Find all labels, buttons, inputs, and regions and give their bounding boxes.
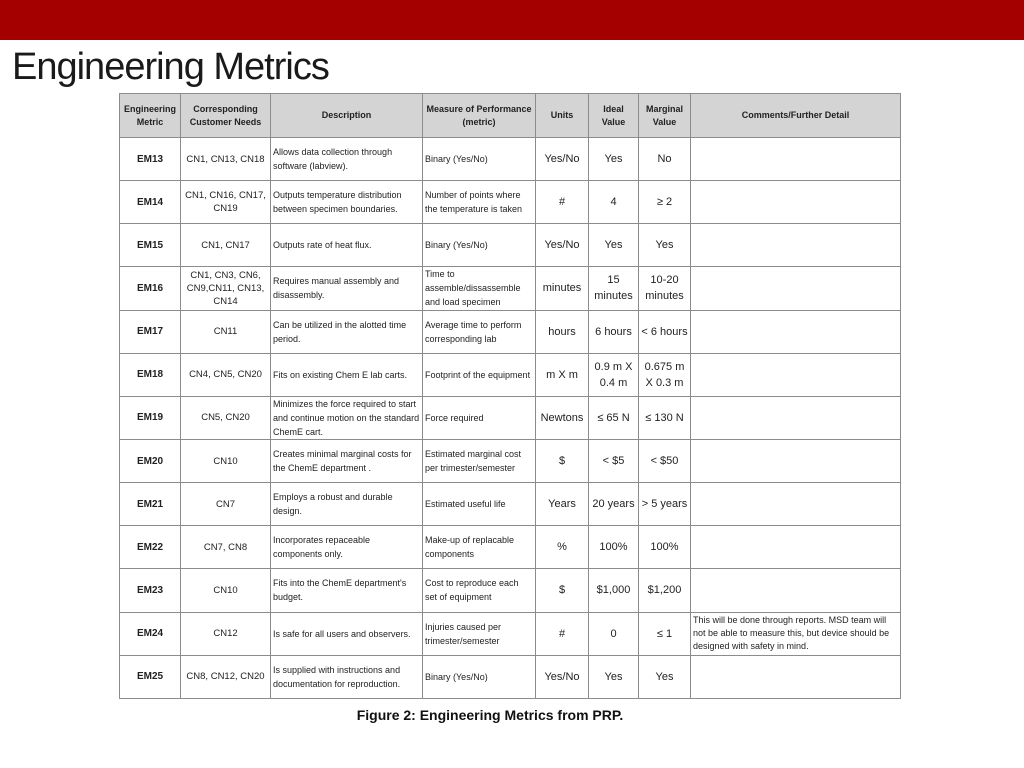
- cell-description: Is supplied with instructions and documentation for reproduction.: [271, 655, 423, 698]
- cell-customer-needs: CN12: [181, 612, 271, 655]
- header-comments: Comments/Further Detail: [691, 94, 901, 138]
- cell-comments: [691, 396, 901, 439]
- figure-caption: Figure 2: Engineering Metrics from PRP.: [356, 707, 624, 723]
- cell-metric: EM17: [120, 310, 181, 353]
- cell-comments: [691, 310, 901, 353]
- header-marginal-value: Marginal Value: [639, 94, 691, 138]
- header-measure-of-performance: Measure of Performance (metric): [423, 94, 536, 138]
- cell-units: m X m: [536, 353, 589, 396]
- header-ideal-value: Ideal Value: [589, 94, 639, 138]
- cell-customer-needs: CN10: [181, 439, 271, 482]
- cell-description: Is safe for all users and observers.: [271, 612, 423, 655]
- cell-comments: [691, 267, 901, 310]
- cell-marginal-value: < 6 hours: [639, 310, 691, 353]
- cell-marginal-value: Yes: [639, 655, 691, 698]
- cell-metric: EM16: [120, 267, 181, 310]
- table-row: [120, 181, 901, 224]
- cell-measure: Average time to perform corresponding lab: [423, 310, 536, 353]
- cell-description: Minimizes the force required to start and continue motion on the standard ChemE cart.: [271, 396, 423, 439]
- cell-comments: [691, 526, 901, 569]
- cell-comments: [691, 569, 901, 612]
- cell-measure: Binary (Yes/No): [423, 224, 536, 267]
- cell-metric: EM19: [120, 396, 181, 439]
- cell-marginal-value: < $50: [639, 439, 691, 482]
- cell-marginal-value: ≤ 1: [639, 612, 691, 655]
- cell-measure: Make-up of replacable components: [423, 526, 536, 569]
- cell-ideal-value: $1,000: [589, 569, 639, 612]
- cell-metric: EM13: [120, 138, 181, 181]
- cell-metric: EM20: [120, 439, 181, 482]
- table-row: [120, 483, 901, 526]
- cell-units: Years: [536, 483, 589, 526]
- cell-comments: [691, 181, 901, 224]
- cell-metric: EM14: [120, 181, 181, 224]
- cell-units: $: [536, 569, 589, 612]
- header-accent-bar: [0, 0, 1024, 40]
- cell-ideal-value: < $5: [589, 439, 639, 482]
- cell-metric: EM15: [120, 224, 181, 267]
- cell-comments: This will be done through reports. MSD team will not be able to measure this, but device should be designed with safety in mind.: [691, 612, 901, 655]
- cell-description: Allows data collection through software (labview).: [271, 138, 423, 181]
- cell-description: Employs a robust and durable design.: [271, 483, 423, 526]
- table-row: [120, 310, 901, 353]
- table-row: [120, 353, 901, 396]
- cell-units: #: [536, 181, 589, 224]
- cell-marginal-value: ≤ 130 N: [639, 396, 691, 439]
- cell-comments: [691, 224, 901, 267]
- cell-customer-needs: CN1, CN16, CN17, CN19: [181, 181, 271, 224]
- cell-metric: EM23: [120, 569, 181, 612]
- cell-measure: Binary (Yes/No): [423, 138, 536, 181]
- cell-marginal-value: 0.675 m X 0.3 m: [639, 353, 691, 396]
- cell-measure: Estimated marginal cost per trimester/semester: [423, 439, 536, 482]
- cell-customer-needs: CN7, CN8: [181, 526, 271, 569]
- cell-ideal-value: ≤ 65 N: [589, 396, 639, 439]
- cell-ideal-value: 0.9 m X 0.4 m: [589, 353, 639, 396]
- cell-units: minutes: [536, 267, 589, 310]
- cell-units: Yes/No: [536, 655, 589, 698]
- cell-description: Requires manual assembly and disassembly.: [271, 267, 423, 310]
- cell-description: Fits into the ChemE department's budget.: [271, 569, 423, 612]
- cell-comments: [691, 138, 901, 181]
- cell-ideal-value: 100%: [589, 526, 639, 569]
- cell-ideal-value: 6 hours: [589, 310, 639, 353]
- cell-customer-needs: CN1, CN3, CN6, CN9,CN11, CN13, CN14: [181, 267, 271, 310]
- cell-units: $: [536, 439, 589, 482]
- cell-metric: EM21: [120, 483, 181, 526]
- cell-customer-needs: CN10: [181, 569, 271, 612]
- cell-marginal-value: 100%: [639, 526, 691, 569]
- cell-units: hours: [536, 310, 589, 353]
- cell-ideal-value: 20 years: [589, 483, 639, 526]
- table-row: [120, 526, 901, 569]
- cell-measure: Estimated useful life: [423, 483, 536, 526]
- cell-customer-needs: CN8, CN12, CN20: [181, 655, 271, 698]
- cell-units: Newtons: [536, 396, 589, 439]
- cell-description: Can be utilized in the alotted time period.: [271, 310, 423, 353]
- table-row: [120, 655, 901, 698]
- cell-metric: EM24: [120, 612, 181, 655]
- cell-ideal-value: 4: [589, 181, 639, 224]
- cell-measure: Number of points where the temperature is taken: [423, 181, 536, 224]
- table-row: [120, 267, 901, 310]
- table-row: [120, 439, 901, 482]
- cell-ideal-value: 0: [589, 612, 639, 655]
- header-units: Units: [536, 94, 589, 138]
- cell-marginal-value: > 5 years: [639, 483, 691, 526]
- slide-title: Engineering Metrics: [12, 46, 329, 88]
- engineering-metrics-table: [119, 93, 901, 699]
- table-row: [120, 569, 901, 612]
- cell-comments: [691, 483, 901, 526]
- table-row: [120, 396, 901, 439]
- cell-measure: Injuries caused per trimester/semester: [423, 612, 536, 655]
- table-row: [120, 612, 901, 655]
- cell-ideal-value: Yes: [589, 138, 639, 181]
- cell-customer-needs: CN1, CN13, CN18: [181, 138, 271, 181]
- cell-customer-needs: CN1, CN17: [181, 224, 271, 267]
- cell-units: Yes/No: [536, 224, 589, 267]
- cell-comments: [691, 439, 901, 482]
- cell-marginal-value: $1,200: [639, 569, 691, 612]
- header-customer-needs: Corresponding Customer Needs: [181, 94, 271, 138]
- metrics-table-container: [119, 93, 900, 699]
- cell-marginal-value: ≥ 2: [639, 181, 691, 224]
- cell-customer-needs: CN11: [181, 310, 271, 353]
- header-engineering-metric: Engineering Metric: [120, 94, 181, 138]
- cell-description: Fits on existing Chem E lab carts.: [271, 353, 423, 396]
- cell-metric: EM25: [120, 655, 181, 698]
- cell-metric: EM18: [120, 353, 181, 396]
- cell-description: Creates minimal marginal costs for the ChemE department .: [271, 439, 423, 482]
- cell-marginal-value: 10-20 minutes: [639, 267, 691, 310]
- cell-ideal-value: Yes: [589, 224, 639, 267]
- cell-ideal-value: Yes: [589, 655, 639, 698]
- table-row: [120, 224, 901, 267]
- cell-measure: Time to assemble/dissassemble and load specimen: [423, 267, 536, 310]
- cell-measure: Footprint of the equipment: [423, 353, 536, 396]
- cell-description: Incorporates repaceable components only.: [271, 526, 423, 569]
- table-row: [120, 138, 901, 181]
- cell-measure: Binary (Yes/No): [423, 655, 536, 698]
- cell-customer-needs: CN7: [181, 483, 271, 526]
- cell-units: Yes/No: [536, 138, 589, 181]
- cell-units: %: [536, 526, 589, 569]
- header-description: Description: [271, 94, 423, 138]
- cell-comments: [691, 353, 901, 396]
- cell-measure: Force required: [423, 396, 536, 439]
- cell-marginal-value: No: [639, 138, 691, 181]
- cell-description: Outputs temperature distribution between specimen boundaries.: [271, 181, 423, 224]
- cell-metric: EM22: [120, 526, 181, 569]
- cell-customer-needs: CN5, CN20: [181, 396, 271, 439]
- cell-units: #: [536, 612, 589, 655]
- cell-description: Outputs rate of heat flux.: [271, 224, 423, 267]
- cell-marginal-value: Yes: [639, 224, 691, 267]
- cell-comments: [691, 655, 901, 698]
- cell-ideal-value: 15 minutes: [589, 267, 639, 310]
- table-header-row: [120, 94, 901, 138]
- cell-measure: Cost to reproduce each set of equipment: [423, 569, 536, 612]
- cell-customer-needs: CN4, CN5, CN20: [181, 353, 271, 396]
